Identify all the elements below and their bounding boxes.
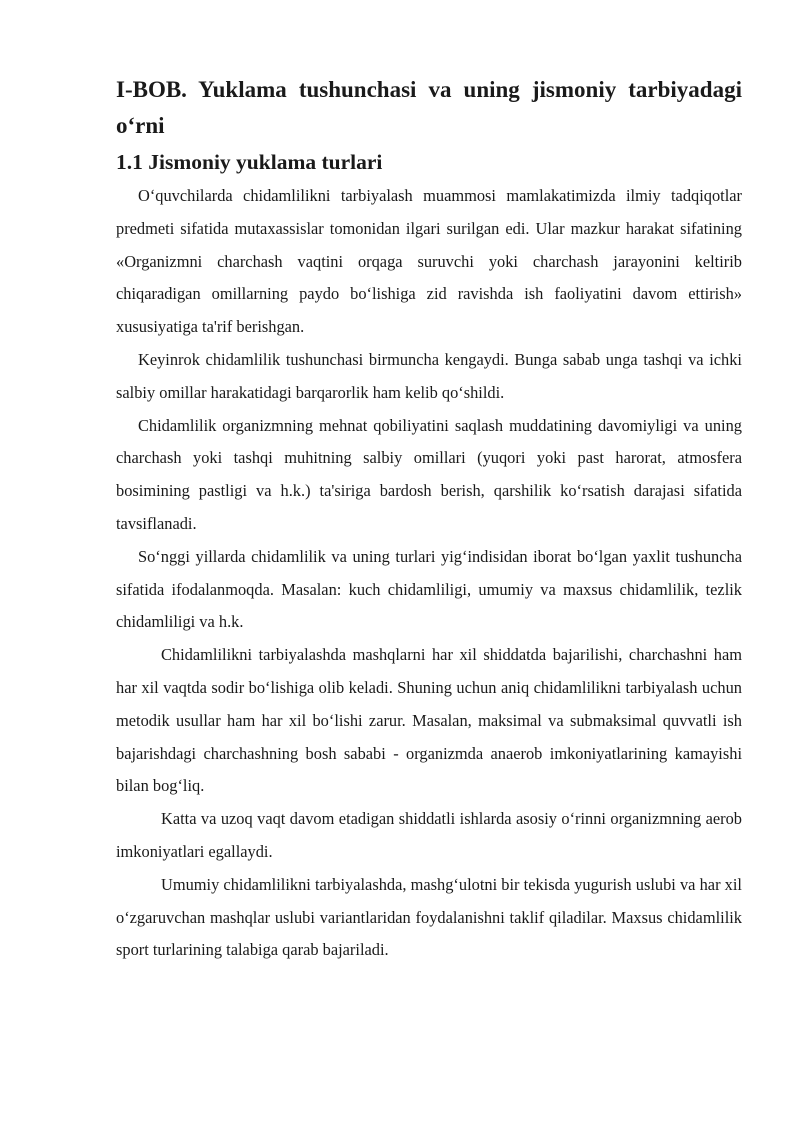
paragraph: O‘quvchilarda chidamlilikni tarbiyalash muammosi mamlakatimizda ilmiy tadqiqotlar predmeti sifatida mutaxassislar tomonidan ilgari surilgan edi. Ular mazkur harakat sifatining «Organizmni charchash vaqtini orqaga suruvchi yoki charchash jarayonini keltirib chiqaradigan omillarning paydo bo‘lishiga zid ravishda ish faoliyatini davom ettirish» xususiyatiga ta'rif berishgan. — [116, 186, 742, 337]
chapter-title: I-BOB. Yuklama tushunchasi va uning jismoniy tarbiyadagi o‘rni — [116, 77, 742, 138]
paragraph: Katta va uzoq vaqt davom etadigan shiddatli ishlarda asosiy o‘rinni organizmning aerob imkoniyatlari egallaydi. — [116, 809, 742, 861]
paragraph: So‘nggi yillarda chidamlilik va uning turlari yig‘indisidan iborat bo‘lgan yaxlit tushuncha sifatida ifodalanmoqda. Masalan: kuch chidamliligi, umumiy va maxsus chidamlilik, tezlik chidamliligi va h.k. — [116, 546, 742, 632]
paragraph: Umumiy chidamlilikni tarbiyalashda, mashg‘ulotni bir tekisda yugurish uslubi va har xil o‘zgaruvchan mashqlar uslubi variantlaridan foydalanishni taklif qiladilar. Maxsus chidamlilik sport turlarining talabiga qarab bajariladi. — [116, 874, 742, 960]
document-page — [116, 72, 742, 967]
paragraph: Keyinrok chidamlilik tushunchasi birmuncha kengaydi. Bunga sabab unga tashqi va ichki salbiy omillar harakatidagi barqarorlik ham kelib qo‘shildi. — [116, 349, 742, 402]
paragraph: Chidamlilik organizmning mehnat qobiliyatini saqlash muddatining davomiyligi va uning charchash yoki tashqi muhitning salbiy omillari (yuqori yoki past harorat, atmosfera bosimining pastligi va h.k.) ta'siriga bardosh berish, qarshilik ko‘rsatish darajasi sifatida tavsiflanadi. — [116, 415, 742, 533]
paragraph: Chidamlilikni tarbiyalashda mashqlarni har xil shiddatda bajarilishi, charchashni ham har xil vaqtda sodir bo‘lishiga olib keladi. Shuning uchun aniq chidamlilikni tarbiyalash uchun metodik usullar ham har xil bo‘lishi zarur. Masalan, maksimal va submaksimal quvvatli ish bajarishdagi charchashning bosh sababi - organizmda anaerob imkoniyatlarining kamayishi bilan bog‘liq. — [116, 645, 742, 796]
section-title: 1.1 Jismoniy yuklama turlari — [116, 150, 383, 174]
